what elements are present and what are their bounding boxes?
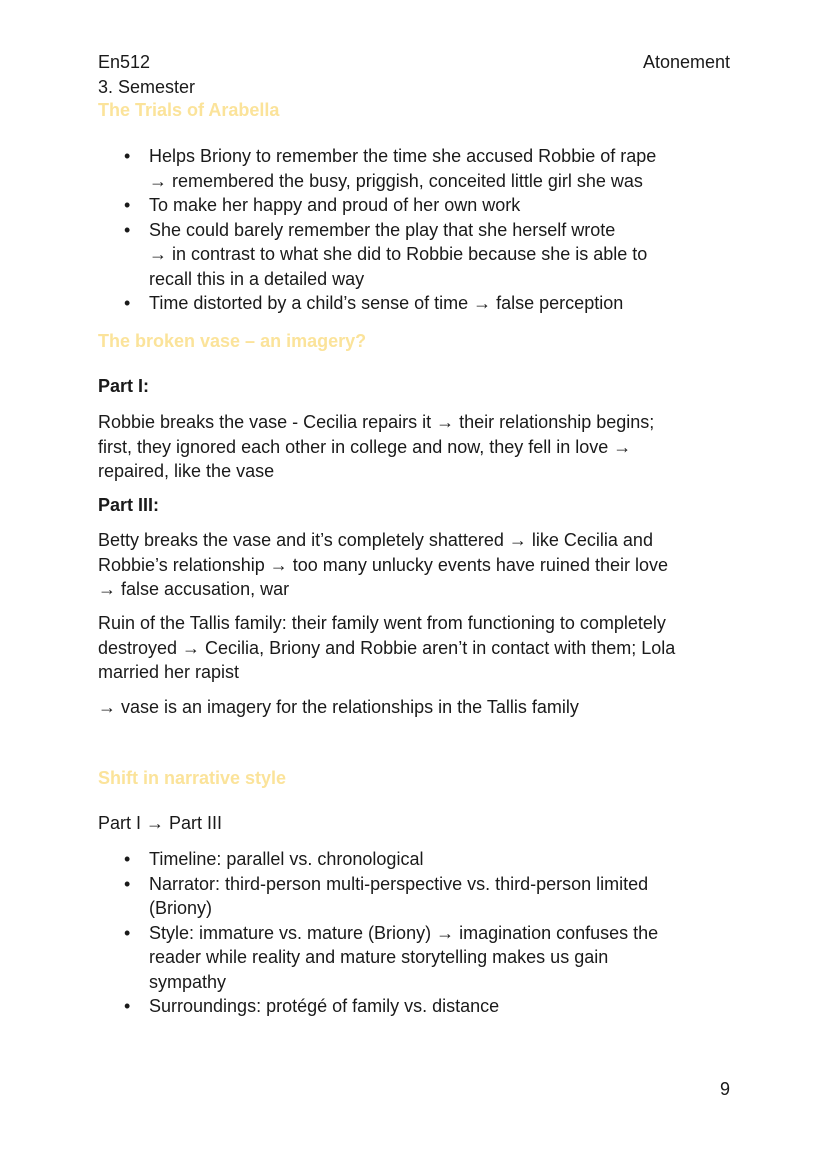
bullet-icon: • [124, 849, 131, 869]
list-item: • Narrator: third-person multi-perspective vs. third-person limited (Briony) [124, 873, 649, 918]
part1-paragraph: Robbie breaks the vase - Cecilia repairs it → their relationship begins; first, they ignored each other in college and now, they fell in love → repaired, like the vase [98, 412, 655, 481]
list-item: • Style: immature vs. mature (Briony) → imagination confuses the reader while reality and mature storytelling makes us gain sympathy [124, 922, 659, 992]
header-left [98, 50, 195, 99]
section-heading-vase: The broken vase – an imagery? [98, 331, 367, 351]
bullet-icon: • [124, 873, 131, 894]
section-heading-trials: The Trials of Arabella [98, 100, 280, 120]
bullet-icon: • [124, 146, 131, 166]
part1-label: Part I: [98, 376, 150, 396]
document-title: Atonement [642, 52, 730, 72]
list-item: • Surroundings: protégé of family vs. distance [98, 994, 748, 1019]
bullet-icon: • [124, 293, 131, 313]
bullet-icon: • [124, 996, 131, 1016]
list-item: • Helps Briony to remember the time she accused Robbie of rape → remembered the busy, priggish, conceited little girl she was [124, 146, 657, 191]
section-heading-shift: Shift in narrative style [98, 768, 287, 788]
bullet-icon: • [124, 922, 131, 943]
list-item: • Timeline: parallel vs. chronological [98, 847, 748, 872]
bullet-icon: • [124, 219, 131, 240]
semester: 3. Semester [98, 76, 196, 97]
part3-label: Part III: [98, 495, 160, 515]
list-item: • Time distorted by a child’s sense of time → false perception [98, 291, 748, 316]
ruin-paragraph: Ruin of the Tallis family: their family went from functioning to completely destroyed → Cecilia, Briony and Robbie aren’t in contact with them; Lola married her rapist [98, 613, 676, 682]
list-item: • To make her happy and proud of her own work [98, 193, 748, 218]
shift-intro: Part I → Part III [98, 813, 223, 833]
page-number: 9 [719, 1079, 730, 1099]
trials-bullet-list [98, 144, 748, 316]
part3-paragraph: Betty breaks the vase and it’s completely shattered → like Cecilia and Robbie’s relationship → too many unlucky events have ruined their love → false accusation, war [98, 530, 668, 599]
bullet-icon: • [124, 195, 131, 215]
course-code: En512 [98, 52, 151, 72]
shift-bullet-list [98, 847, 748, 1019]
list-item: • She could barely remember the play that she herself wrote → in contrast to what she did to Robbie because she is able to recall this in a detailed way [124, 219, 648, 289]
vase-conclusion: → vase is an imagery for the relationships in the Tallis family [98, 697, 579, 717]
